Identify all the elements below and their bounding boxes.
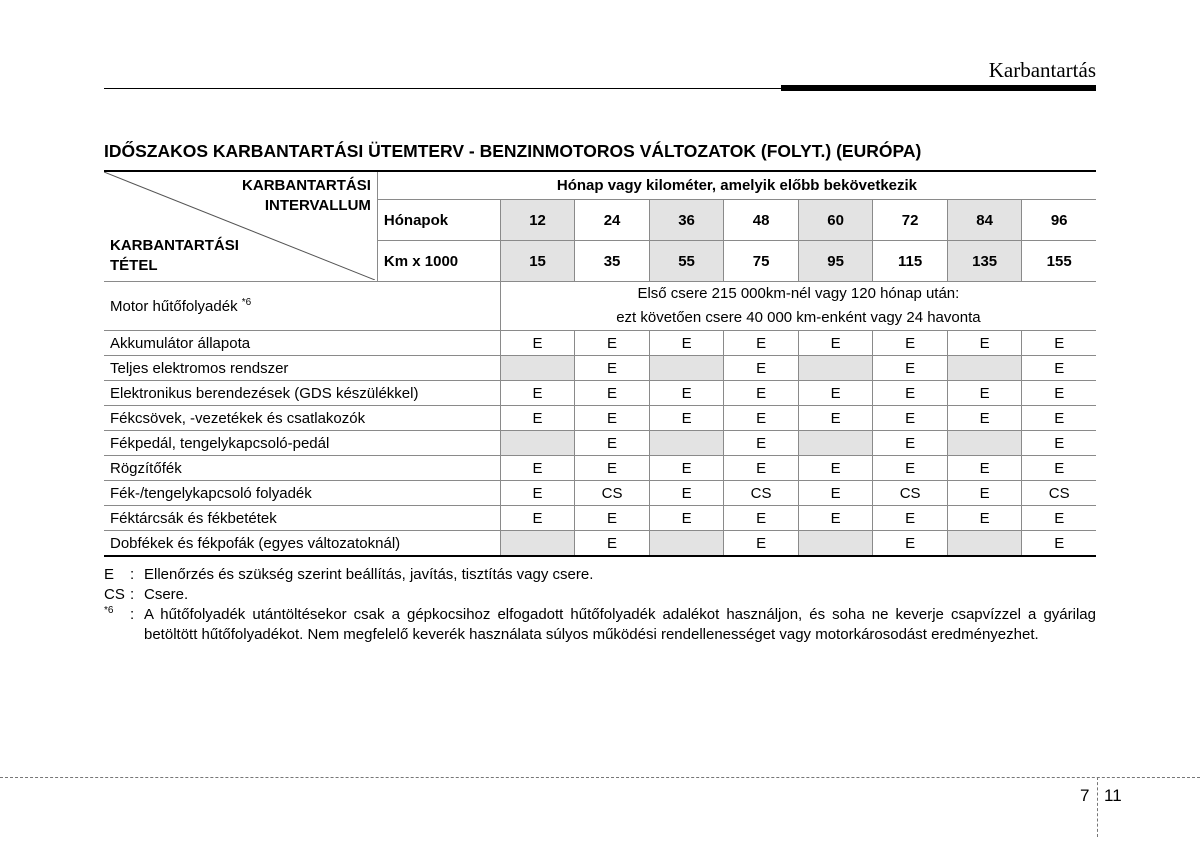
schedule-cell: E bbox=[649, 331, 724, 356]
corner-interval-label bbox=[242, 176, 371, 216]
table-row bbox=[104, 431, 1096, 456]
schedule-cell: E bbox=[798, 481, 873, 506]
km-cell: 115 bbox=[873, 241, 948, 282]
month-cell: 48 bbox=[724, 200, 799, 241]
schedule-cell: E bbox=[500, 456, 575, 481]
coolant-interval-text bbox=[500, 282, 1096, 331]
schedule-cell: E bbox=[873, 331, 948, 356]
table-row bbox=[104, 481, 1096, 506]
schedule-cell bbox=[798, 531, 873, 557]
schedule-cell: E bbox=[947, 406, 1022, 431]
schedule-cell bbox=[500, 531, 575, 557]
schedule-cell: E bbox=[798, 406, 873, 431]
schedule-cell bbox=[500, 356, 575, 381]
table-row bbox=[104, 381, 1096, 406]
maintenance-item-name: Fékcsövek, -vezetékek és csatlakozók bbox=[104, 406, 500, 431]
maintenance-item-name: Dobfékek és fékpofák (egyes változatoknál) bbox=[104, 531, 500, 557]
table-row bbox=[104, 456, 1096, 481]
schedule-cell: E bbox=[724, 406, 799, 431]
schedule-cell: E bbox=[575, 456, 650, 481]
schedule-cell: E bbox=[1022, 431, 1096, 456]
legend-note bbox=[104, 585, 1096, 605]
legend-separator: : bbox=[130, 606, 135, 623]
km-cell: 55 bbox=[649, 241, 724, 282]
corner-interval-line1: KARBANTARTÁSI bbox=[242, 177, 371, 194]
schedule-cell: E bbox=[724, 531, 799, 557]
schedule-cell: E bbox=[873, 531, 948, 557]
footer-dashed-divider bbox=[1097, 777, 1098, 837]
maintenance-item-name: Elektronikus berendezések (GDS készülékkel) bbox=[104, 381, 500, 406]
legend-key: E bbox=[104, 566, 115, 583]
coolant-item-label: Motor hűtőfolyadék bbox=[110, 297, 238, 315]
corner-item-line2: TÉTEL bbox=[110, 257, 158, 274]
table-row bbox=[104, 531, 1096, 557]
maintenance-item-name: Fékpedál, tengelykapcsoló-pedál bbox=[104, 431, 500, 456]
schedule-cell: E bbox=[724, 381, 799, 406]
table-corner-cell bbox=[104, 171, 377, 282]
km-cell: 155 bbox=[1022, 241, 1096, 282]
schedule-cell: E bbox=[1022, 356, 1096, 381]
legend-text: Ellenőrzés és szükség szerint beállítás, javítás, tisztítás vagy csere. bbox=[144, 566, 594, 583]
schedule-cell: E bbox=[873, 506, 948, 531]
schedule-cell: E bbox=[575, 356, 650, 381]
km-label: Km x 1000 bbox=[377, 241, 500, 282]
month-cell: 72 bbox=[873, 200, 948, 241]
schedule-cell: E bbox=[575, 506, 650, 531]
coolant-row bbox=[104, 282, 1096, 331]
schedule-cell bbox=[649, 356, 724, 381]
month-cell: 24 bbox=[575, 200, 650, 241]
legend-text: Csere. bbox=[144, 586, 189, 603]
chapter-title: Karbantartás bbox=[988, 58, 1096, 82]
schedule-cell: E bbox=[873, 456, 948, 481]
maintenance-item-name: Rögzítőfék bbox=[104, 456, 500, 481]
table-row bbox=[104, 406, 1096, 431]
table-row bbox=[104, 506, 1096, 531]
schedule-cell: E bbox=[1022, 406, 1096, 431]
schedule-cell: E bbox=[947, 506, 1022, 531]
schedule-cell: E bbox=[798, 331, 873, 356]
legend-key: CS bbox=[104, 586, 125, 603]
schedule-cell bbox=[798, 356, 873, 381]
schedule-cell bbox=[649, 431, 724, 456]
schedule-cell: E bbox=[575, 406, 650, 431]
schedule-cell: E bbox=[873, 406, 948, 431]
schedule-cell: E bbox=[724, 356, 799, 381]
schedule-cell: E bbox=[724, 431, 799, 456]
month-cell: 60 bbox=[798, 200, 873, 241]
km-cell: 15 bbox=[500, 241, 575, 282]
schedule-cell: E bbox=[724, 456, 799, 481]
corner-item-label bbox=[110, 236, 239, 276]
schedule-cell: E bbox=[500, 406, 575, 431]
schedule-cell: E bbox=[724, 331, 799, 356]
schedule-cell: E bbox=[500, 506, 575, 531]
maintenance-item-name: Akkumulátor állapota bbox=[104, 331, 500, 356]
page-number: 11 bbox=[1104, 786, 1122, 805]
km-cell: 135 bbox=[947, 241, 1022, 282]
legend-text: A hűtőfolyadék utántöltésekor csak a gépkocsihoz elfogadott hűtőfolyadék adalékot használjon, és soha ne keverje csapvízzel a gyárilag betöltött hűtőfolyadékot. Nem megfelelő keverék használata súlyos működési rendellenességet vagy motorkárosodást eredményezhet. bbox=[144, 606, 1096, 643]
schedule-item-rows bbox=[104, 331, 1096, 557]
schedule-cell: E bbox=[798, 381, 873, 406]
section-title: IDŐSZAKOS KARBANTARTÁSI ÜTEMTERV - BENZINMOTOROS VÁLTOZATOK (FOLYT.) (EURÓPA) bbox=[104, 141, 922, 161]
schedule-cell: E bbox=[649, 481, 724, 506]
schedule-cell: E bbox=[873, 381, 948, 406]
maintenance-schedule-table bbox=[104, 170, 1096, 557]
corner-item-line1: KARBANTARTÁSI bbox=[110, 237, 239, 254]
schedule-cell: E bbox=[500, 381, 575, 406]
schedule-cell: E bbox=[649, 381, 724, 406]
maintenance-item-name: Féktárcsák és fékbetétek bbox=[104, 506, 500, 531]
header-bar bbox=[781, 85, 1096, 91]
months-label: Hónapok bbox=[377, 200, 500, 241]
coolant-line2: ezt követően csere 40 000 km-enként vagy 24 havonta bbox=[616, 309, 981, 326]
month-cell: 84 bbox=[947, 200, 1022, 241]
corner-interval-line2: INTERVALLUM bbox=[264, 197, 371, 214]
month-cell: 96 bbox=[1022, 200, 1096, 241]
schedule-cell: CS bbox=[1022, 481, 1096, 506]
schedule-cell: E bbox=[649, 506, 724, 531]
schedule-cell: E bbox=[575, 531, 650, 557]
km-cell: 35 bbox=[575, 241, 650, 282]
schedule-cell bbox=[947, 431, 1022, 456]
coolant-line1: Első csere 215 000km-nél vagy 120 hónap után: bbox=[637, 285, 960, 302]
legend-separator: : bbox=[130, 566, 135, 583]
maintenance-item-name: Teljes elektromos rendszer bbox=[104, 356, 500, 381]
table-row bbox=[104, 356, 1096, 381]
schedule-cell: E bbox=[500, 331, 575, 356]
schedule-cell: E bbox=[1022, 506, 1096, 531]
schedule-cell: E bbox=[575, 381, 650, 406]
schedule-cell bbox=[798, 431, 873, 456]
schedule-cell: E bbox=[1022, 381, 1096, 406]
schedule-cell: E bbox=[947, 381, 1022, 406]
schedule-cell: E bbox=[947, 481, 1022, 506]
schedule-cell: CS bbox=[575, 481, 650, 506]
legend-note bbox=[104, 605, 1096, 645]
schedule-cell: E bbox=[798, 456, 873, 481]
km-cell: 75 bbox=[724, 241, 799, 282]
footer-dashed-rule bbox=[0, 777, 1200, 778]
table-row bbox=[104, 331, 1096, 356]
schedule-cell: E bbox=[947, 456, 1022, 481]
legend-separator: : bbox=[130, 586, 135, 603]
schedule-cell: E bbox=[649, 456, 724, 481]
schedule-cell bbox=[947, 531, 1022, 557]
schedule-cell bbox=[947, 356, 1022, 381]
legend-key bbox=[104, 605, 130, 645]
coolant-item-name bbox=[104, 282, 500, 331]
schedule-cell: E bbox=[649, 406, 724, 431]
legend-note bbox=[104, 565, 1096, 585]
schedule-cell: CS bbox=[873, 481, 948, 506]
schedule-cell bbox=[649, 531, 724, 557]
coolant-footnote-marker: *6 bbox=[241, 296, 252, 308]
legend-notes bbox=[104, 565, 1096, 645]
maintenance-item-name: Fék-/tengelykapcsoló folyadék bbox=[104, 481, 500, 506]
schedule-cell: E bbox=[798, 506, 873, 531]
schedule-cell: E bbox=[500, 481, 575, 506]
schedule-cell: E bbox=[947, 331, 1022, 356]
schedule-cell: E bbox=[1022, 456, 1096, 481]
schedule-cell: E bbox=[873, 431, 948, 456]
schedule-cell: E bbox=[1022, 531, 1096, 557]
schedule-cell: E bbox=[1022, 331, 1096, 356]
interval-span-header: Hónap vagy kilométer, amelyik előbb bekövetkezik bbox=[377, 171, 1096, 200]
km-cell: 95 bbox=[798, 241, 873, 282]
month-cell: 36 bbox=[649, 200, 724, 241]
month-cell: 12 bbox=[500, 200, 575, 241]
schedule-cell: E bbox=[873, 356, 948, 381]
schedule-cell: E bbox=[575, 331, 650, 356]
schedule-cell: E bbox=[575, 431, 650, 456]
legend-footnote-marker: *6 bbox=[104, 605, 114, 616]
schedule-cell: E bbox=[724, 506, 799, 531]
schedule-cell bbox=[500, 431, 575, 456]
chapter-number: 7 bbox=[1080, 786, 1090, 805]
schedule-cell: CS bbox=[724, 481, 799, 506]
